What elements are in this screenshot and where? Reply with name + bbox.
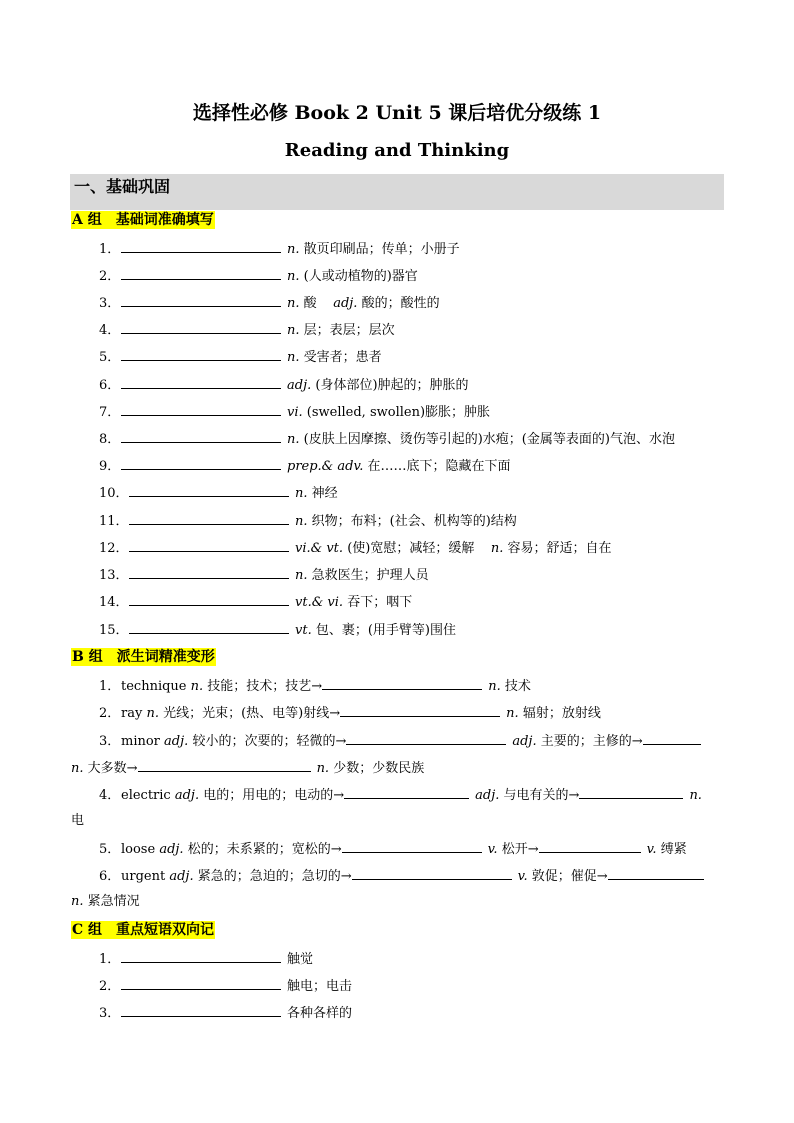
answer-blank[interactable]: [121, 320, 281, 334]
answer-blank[interactable]: [121, 293, 281, 307]
answer-blank[interactable]: [121, 976, 281, 990]
list-item: 13． n. 急救医生；护理人员: [99, 565, 429, 585]
answer-blank[interactable]: [121, 402, 281, 416]
list-item: 4．electric adj. 电的；用电的；电动的→ adj. 与电有关的→ n.: [99, 785, 702, 805]
list-item: 5． n. 受害者；患者: [99, 347, 382, 367]
answer-blank[interactable]: [121, 266, 281, 280]
answer-blank[interactable]: [121, 347, 281, 361]
answer-blank[interactable]: [346, 731, 506, 745]
list-item: 1．technique n. 技能；技术；技艺→ n. 技术: [99, 676, 531, 696]
list-item: 2． 触电；电击: [99, 976, 352, 996]
page-title: 选择性必修 Book 2 Unit 5 课后培优分级练 1: [192, 102, 602, 124]
group-a-name: 基础词准确填写: [115, 212, 214, 228]
list-item: 2． n. (人或动植物的)器官: [99, 266, 418, 286]
answer-blank[interactable]: [539, 839, 641, 853]
list-item-continued: n. 紧急情况: [71, 894, 140, 909]
list-item: 3． n. 酸 adj. 酸的；酸性的: [99, 293, 440, 313]
list-item-continued: n. 大多数→ n. 少数；少数民族: [71, 758, 424, 778]
group-c-header: [71, 921, 215, 939]
list-item: 1． 触觉: [99, 949, 313, 969]
list-item: 9． prep.& adv. 在……底下；隐藏在下面: [99, 456, 511, 476]
list-item: 12． vi.& vt. (使)宽慰；减轻；缓解 n. 容易；舒适；自在: [99, 538, 612, 558]
answer-blank[interactable]: [138, 758, 311, 772]
answer-blank[interactable]: [129, 565, 289, 579]
group-c-label: C 组: [72, 922, 103, 938]
list-item-continued: 电: [71, 813, 85, 828]
answer-blank[interactable]: [121, 239, 281, 253]
group-a-label: A 组: [72, 212, 102, 228]
list-item: 14． vt.& vi. 吞下；咽下: [99, 592, 412, 612]
list-item: 6．urgent adj. 紧急的；急迫的；急切的→ v. 敦促；催促→: [99, 866, 704, 886]
answer-blank[interactable]: [129, 511, 289, 525]
list-item: 1． n. 散页印刷品；传单；小册子: [99, 239, 460, 259]
list-item: 2．ray n. 光线；光束；(热、电等)射线→ n. 辐射；放射线: [99, 703, 601, 723]
answer-blank[interactable]: [121, 375, 281, 389]
group-b-header: [71, 648, 216, 666]
answer-blank[interactable]: [121, 429, 281, 443]
list-item: 7． vi. (swelled, swollen)膨胀；肿胀: [99, 402, 490, 422]
answer-blank[interactable]: [608, 866, 704, 880]
answer-blank[interactable]: [121, 1003, 281, 1017]
answer-blank[interactable]: [344, 785, 469, 799]
group-b-name: 派生词精准变形: [116, 649, 215, 665]
list-item: 3．minor adj. 较小的；次要的；轻微的→ adj. 主要的；主修的→: [99, 731, 701, 751]
section-header: 一、基础巩固: [70, 174, 724, 210]
answer-blank[interactable]: [340, 703, 500, 717]
answer-blank[interactable]: [129, 620, 289, 634]
answer-blank[interactable]: [579, 785, 683, 799]
list-item: 15． vt. 包、裹；(用手臂等)围住: [99, 620, 456, 640]
answer-blank[interactable]: [129, 483, 289, 497]
list-item: 4． n. 层；表层；层次: [99, 320, 395, 340]
answer-blank[interactable]: [121, 456, 281, 470]
answer-blank[interactable]: [352, 866, 512, 880]
list-item: 5．loose adj. 松的；未系紧的；宽松的→ v. 松开→ v. 缚紧: [99, 839, 687, 859]
list-item: 11． n. 织物；布料；(社会、机构等的)结构: [99, 511, 517, 531]
group-b-label: B 组: [72, 649, 103, 665]
group-c-name: 重点短语双向记: [116, 922, 215, 938]
list-item: 6． adj. (身体部位)肿起的；肿胀的: [99, 375, 469, 395]
answer-blank[interactable]: [342, 839, 482, 853]
list-item: 10． n. 神经: [99, 483, 338, 503]
page-subtitle: Reading and Thinking: [284, 140, 510, 161]
list-item: 3． 各种各样的: [99, 1003, 352, 1023]
list-item: 8． n. (皮肤上因摩擦、烫伤等引起的)水疱；(金属等表面的)气泡、水泡: [99, 429, 675, 449]
group-a-header: [71, 211, 215, 229]
answer-blank[interactable]: [643, 731, 701, 745]
answer-blank[interactable]: [129, 592, 289, 606]
answer-blank[interactable]: [121, 949, 281, 963]
answer-blank[interactable]: [129, 538, 289, 552]
answer-blank[interactable]: [322, 676, 482, 690]
